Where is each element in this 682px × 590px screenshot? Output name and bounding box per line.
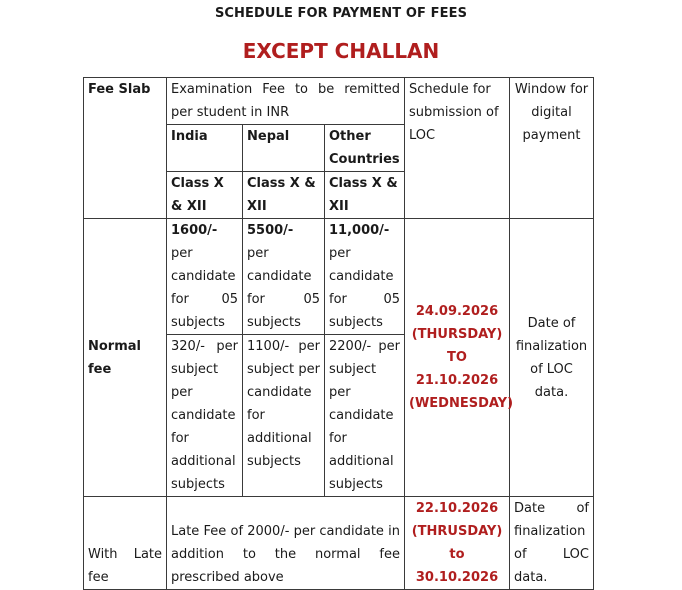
- other-additional-fee: 2200/- per subject per candidate for additional subjects: [325, 335, 405, 497]
- india-base-amount: 1600/-: [171, 223, 218, 238]
- normal-date-start: 24.09.2026: [415, 304, 499, 319]
- nepal-additional-fee: 1100/- per subject per candidate for additional subjects: [243, 335, 325, 497]
- nepal-base-desc: per candidate for 05 subjects: [247, 246, 320, 330]
- late-day-start: (THRUSDAY): [411, 524, 503, 539]
- late-date-start: 22.10.2026: [415, 501, 499, 516]
- nepal-base-fee: [243, 219, 325, 335]
- normal-day-start: (THURSDAY): [411, 327, 503, 342]
- late-fee-row: [84, 497, 594, 590]
- nepal-base-amount: 5500/-: [247, 223, 294, 238]
- normal-fee-label: Normal fee: [84, 219, 167, 497]
- late-date-sep: to: [449, 547, 465, 562]
- other-base-desc: per candidate for 05 subjects: [329, 246, 400, 330]
- normal-day-end: (WEDNESDAY): [409, 396, 514, 411]
- other-base-fee: [325, 219, 405, 335]
- late-fee-desc: Late Fee of 2000/- per candidate in addition to the normal fee prescribed above: [167, 497, 405, 590]
- normal-schedule: [405, 219, 514, 497]
- class-nepal: Class X & XII: [243, 172, 325, 219]
- country-india: India: [167, 125, 243, 172]
- normal-window: Date of finalization of LOC data.: [510, 219, 594, 497]
- india-base-desc: per candidate for 05 subjects: [171, 246, 238, 330]
- schedule-header: Schedule for submission of LOC: [405, 78, 510, 219]
- schedule-heading: SCHEDULE FOR PAYMENT OF FEES: [214, 6, 468, 21]
- country-nepal: Nepal: [243, 125, 325, 172]
- country-other: Other Countries: [325, 125, 405, 172]
- india-additional-fee: 320/- per subject per candidate for additional subjects: [167, 335, 243, 497]
- class-other: Class X & XII: [325, 172, 405, 219]
- normal-fee-base-row: [84, 219, 594, 335]
- late-fee-label: With Late fee: [84, 497, 167, 590]
- late-window: Date of finalization of LOC data.: [510, 497, 594, 590]
- normal-date-sep: TO: [447, 350, 467, 365]
- fee-schedule-table: [83, 77, 594, 590]
- india-base-fee: [167, 219, 243, 335]
- late-schedule: [405, 497, 510, 590]
- other-base-amount: 11,000/-: [329, 223, 390, 238]
- table-header-row: [84, 78, 594, 125]
- class-india: Class X & XII: [167, 172, 243, 219]
- except-challan-heading: EXCEPT CHALLAN: [242, 39, 440, 63]
- exam-fee-header: Examination Fee to be remitted per student in INR: [167, 78, 405, 125]
- normal-date-end: 21.10.2026: [415, 373, 499, 388]
- fee-slab-header: Fee Slab: [84, 78, 167, 219]
- late-date-end: 30.10.2026: [415, 570, 499, 585]
- window-header: Window for digital payment: [510, 78, 594, 219]
